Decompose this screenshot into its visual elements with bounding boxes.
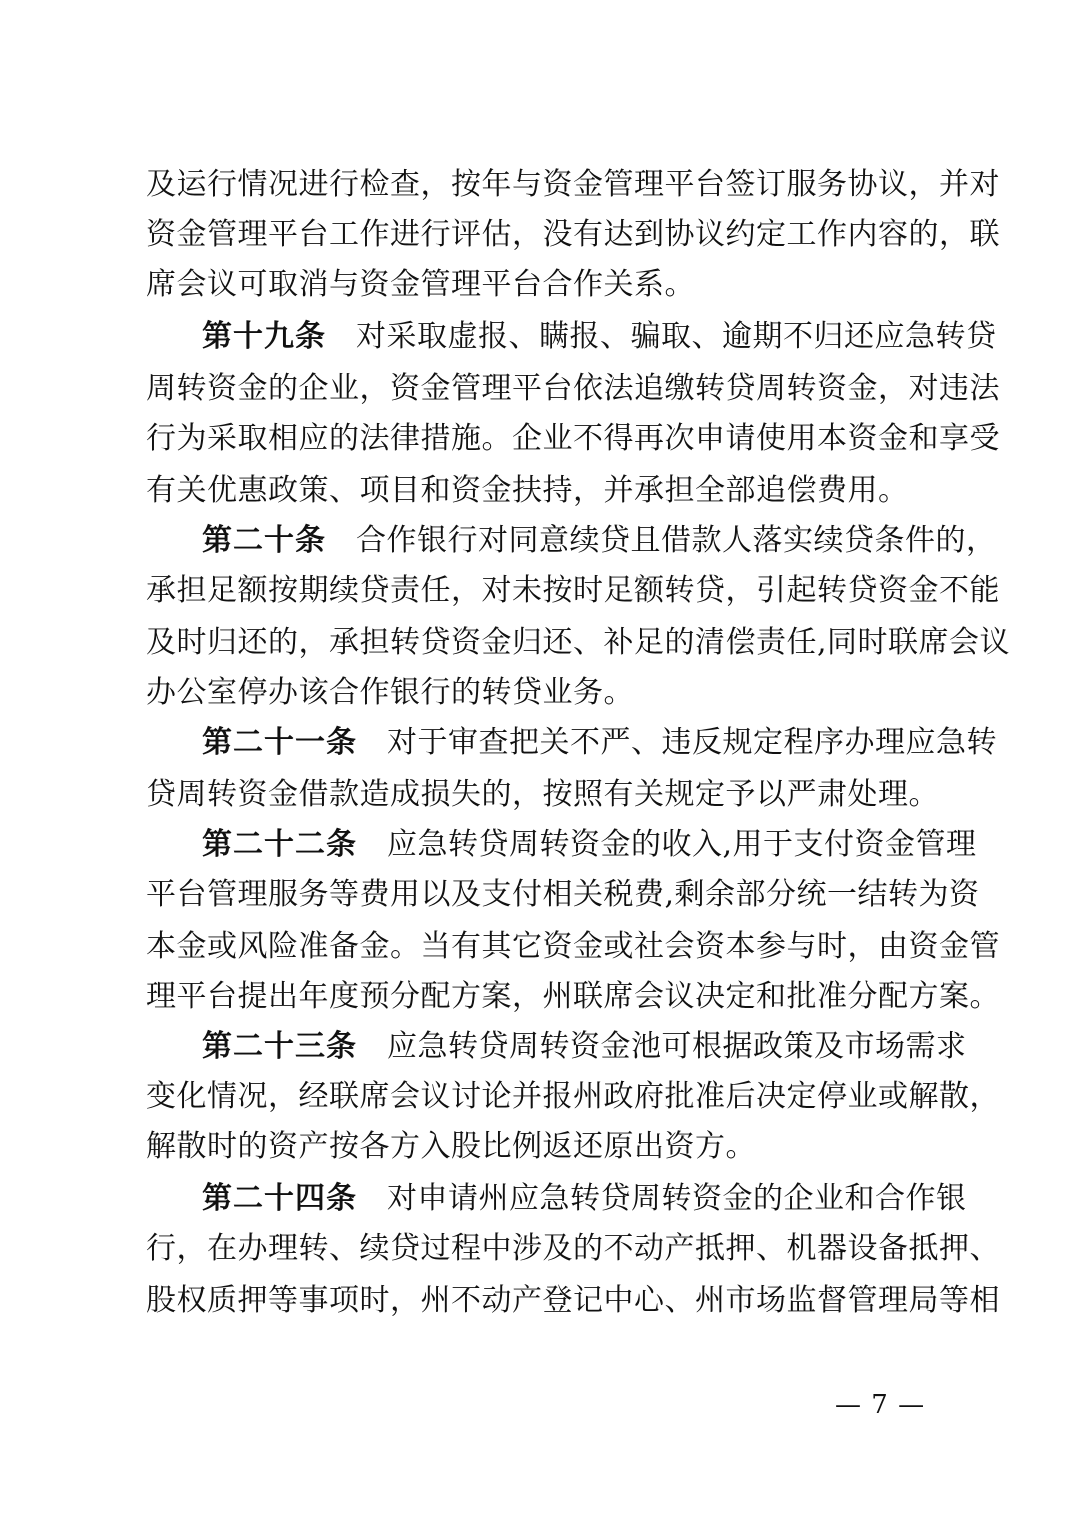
- body-text-line: 平台管理服务等费用以及支付相关税费,剩余部分统一结转为资: [146, 877, 980, 912]
- article-first-line: [202, 1029, 967, 1064]
- body-text-line: 贷周转资金借款造成损失的，按照有关规定予以严肃处理。: [146, 777, 939, 812]
- article-heading: 第二十四条: [202, 1181, 357, 1216]
- body-text: 应急转贷周转资金的收入,用于支付资金管理: [387, 827, 977, 862]
- body-text-line: 股权质押等事项时，州不动产登记中心、州市场监督管理局等相: [146, 1283, 1000, 1318]
- body-text-line: 及时归还的，承担转贷资金归还、补足的清偿责任,同时联席会议: [146, 625, 1011, 660]
- body-text-line: 办公室停办该合作银行的转贷业务。: [146, 675, 634, 710]
- body-text: 对于审查把关不严、违反规定程序办理应急转: [387, 725, 997, 760]
- body-text: 对采取虚报、瞒报、骗取、逾期不归还应急转贷: [356, 319, 997, 354]
- body-text: 合作银行对同意续贷且借款人落实续贷条件的，: [356, 523, 997, 558]
- article-first-line: [202, 319, 997, 354]
- article-heading: 第二十一条: [202, 725, 357, 760]
- article-heading: 第十九条: [202, 319, 326, 354]
- article-heading: 第二十三条: [202, 1029, 357, 1064]
- body-text: 对申请州应急转贷周转资金的企业和合作银: [387, 1181, 967, 1216]
- body-text-line: 资金管理平台工作进行评估，没有达到协议约定工作内容的，联: [146, 217, 1000, 252]
- article-heading: 第二十二条: [202, 827, 357, 862]
- page-number: — 7 —: [835, 1390, 926, 1420]
- body-text-line: 及运行情况进行检查，按年与资金管理平台签订服务协议，并对: [146, 167, 1000, 202]
- body-text-line: 变化情况，经联席会议讨论并报州政府批准后决定停业或解散，: [146, 1079, 1000, 1114]
- body-text-line: 本金或风险准备金。当有其它资金或社会资本参与时，由资金管: [146, 929, 1000, 964]
- body-text-line: 解散时的资产按各方入股比例返还原出资方。: [146, 1129, 756, 1164]
- body-text-line: 席会议可取消与资金管理平台合作关系。: [146, 267, 695, 302]
- article-first-line: [202, 827, 977, 862]
- body-text: 应急转贷周转资金池可根据政策及市场需求: [387, 1029, 967, 1064]
- body-text-line: 周转资金的企业，资金管理平台依法追缴转贷周转资金，对违法: [146, 371, 1000, 406]
- article-heading: 第二十条: [202, 523, 326, 558]
- article-first-line: [202, 523, 997, 558]
- body-text-line: 承担足额按期续贷责任，对未按时足额转贷，引起转贷资金不能: [146, 573, 1000, 608]
- article-first-line: [202, 725, 997, 760]
- body-text-line: 行，在办理转、续贷过程中涉及的不动产抵押、机器设备抵押、: [146, 1231, 1000, 1266]
- article-first-line: [202, 1181, 967, 1216]
- body-text-line: 有关优惠政策、项目和资金扶持，并承担全部追偿费用。: [146, 473, 909, 508]
- body-text-line: 行为采取相应的法律措施。企业不得再次申请使用本资金和享受: [146, 421, 1000, 456]
- body-text-line: 理平台提出年度预分配方案，州联席会议决定和批准分配方案。: [146, 979, 1000, 1014]
